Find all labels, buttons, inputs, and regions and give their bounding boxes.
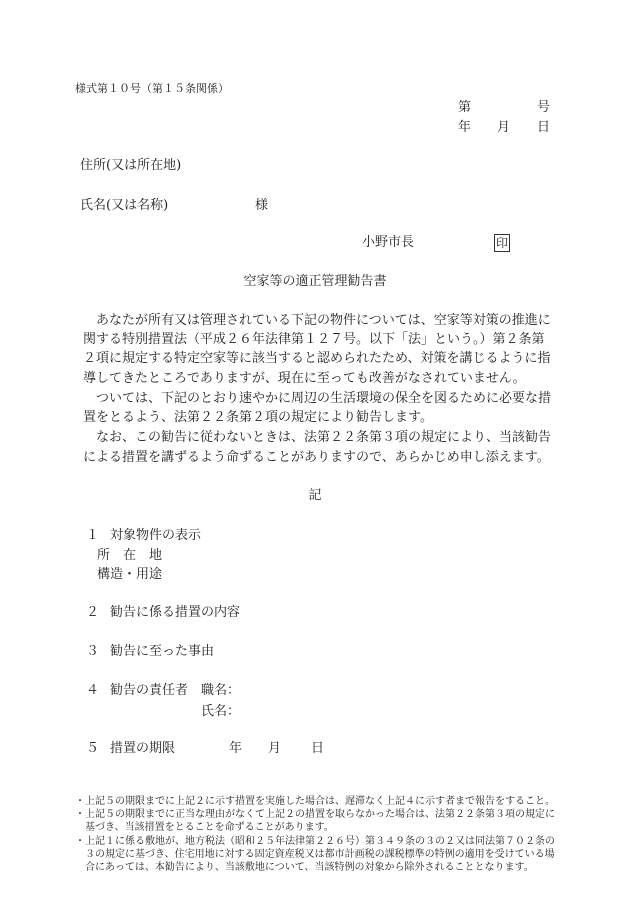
item-sub-location: 所 在 地	[97, 548, 163, 563]
item-number: ４	[86, 683, 100, 698]
item-label-target-property: 対象物件の表示	[110, 528, 202, 543]
note-line: ・上記１に係る敷地が、地方税法（昭和２５年法律第２２６号）第３４９条の３の２又は同法第７０２条の	[75, 836, 555, 847]
date-day: 日	[537, 120, 551, 135]
note-line: 基づき、当該措置をとることを命ずることがあります。	[85, 822, 334, 833]
body-line: による措置を講ずるよう命ずることがありますので、あらかじめ申し添えます。	[83, 450, 550, 465]
doc-number-suffix: 号	[537, 100, 551, 115]
responsible-name-label: 氏名：	[201, 704, 241, 719]
note-line: ・上記５の期限までに正当な理由がなくて上記２の措置を取らなかった場合は、法第２２条第３項の規定に	[75, 809, 555, 820]
responsible-title-label: 職名：	[201, 683, 241, 698]
deadline-year: 年	[229, 741, 243, 756]
form-number: 様式第１０号（第１５条関係）	[75, 82, 229, 95]
body-line: 導してきたところでありますが、現在に至っても改善がなされていません。	[83, 371, 526, 386]
body-line: ついては、下記のとおり速やかに周辺の生活環境の保全を図るために必要な措	[96, 391, 552, 406]
date-year: 年	[458, 120, 472, 135]
body-line: 置をとるよう、法第２２条第２項の規定により勧告します。	[83, 410, 433, 425]
ki-heading: 記	[308, 488, 322, 503]
item-label-measures: 勧告に係る措置の内容	[110, 605, 241, 620]
address-label: 住所(又は所在地)	[80, 158, 182, 173]
issuer-name: 小野市長	[362, 235, 415, 250]
item-number: １	[86, 528, 100, 543]
deadline-month: 月	[268, 741, 282, 756]
name-label: 氏名(又は名称)	[80, 198, 169, 213]
note-line: ・上記５の期限までに上記２に示す措置を実施した場合は、遅滞なく上記４に示す者まで報告をすること。	[75, 796, 555, 807]
honorific: 様	[255, 198, 269, 213]
document-title: 空家等の適正管理勧告書	[243, 274, 387, 289]
note-line: 合にあっては、本勧告により、当該敷地について、当該特例の対象から除外されることとなります。	[85, 862, 534, 873]
item-label-deadline: 措置の期限	[110, 741, 176, 756]
item-label-responsible: 勧告の責任者	[110, 683, 189, 698]
seal-box: 印	[495, 236, 508, 250]
item-number: ３	[86, 644, 100, 659]
item-label-reason: 勧告に至った事由	[110, 644, 215, 659]
body-line: ２項に規定する特定空家等に該当すると認められたため、対策を講じるように指	[83, 351, 551, 366]
item-number: ２	[86, 605, 100, 620]
item-number: ５	[86, 741, 100, 756]
body-line: 関する特別措置法（平成２６年法律第１２７号。以下「法」という。）第２条第	[83, 332, 545, 347]
body-line: あなたが所有又は管理されている下記の物件については、空家等対策の推進に	[96, 313, 551, 328]
note-line: ３の規定に基づき、住宅用地に対する固定資産税又は都市計画税の課税標準の特例の適用を受けている場	[85, 849, 555, 860]
doc-number-prefix: 第	[458, 100, 472, 115]
deadline-day: 日	[311, 741, 325, 756]
item-sub-structure: 構造・用途	[97, 567, 163, 582]
date-month: 月	[497, 120, 511, 135]
body-line: なお、この勧告に従わないときは、法第２２条第３項の規定により、当該勧告	[96, 430, 552, 445]
